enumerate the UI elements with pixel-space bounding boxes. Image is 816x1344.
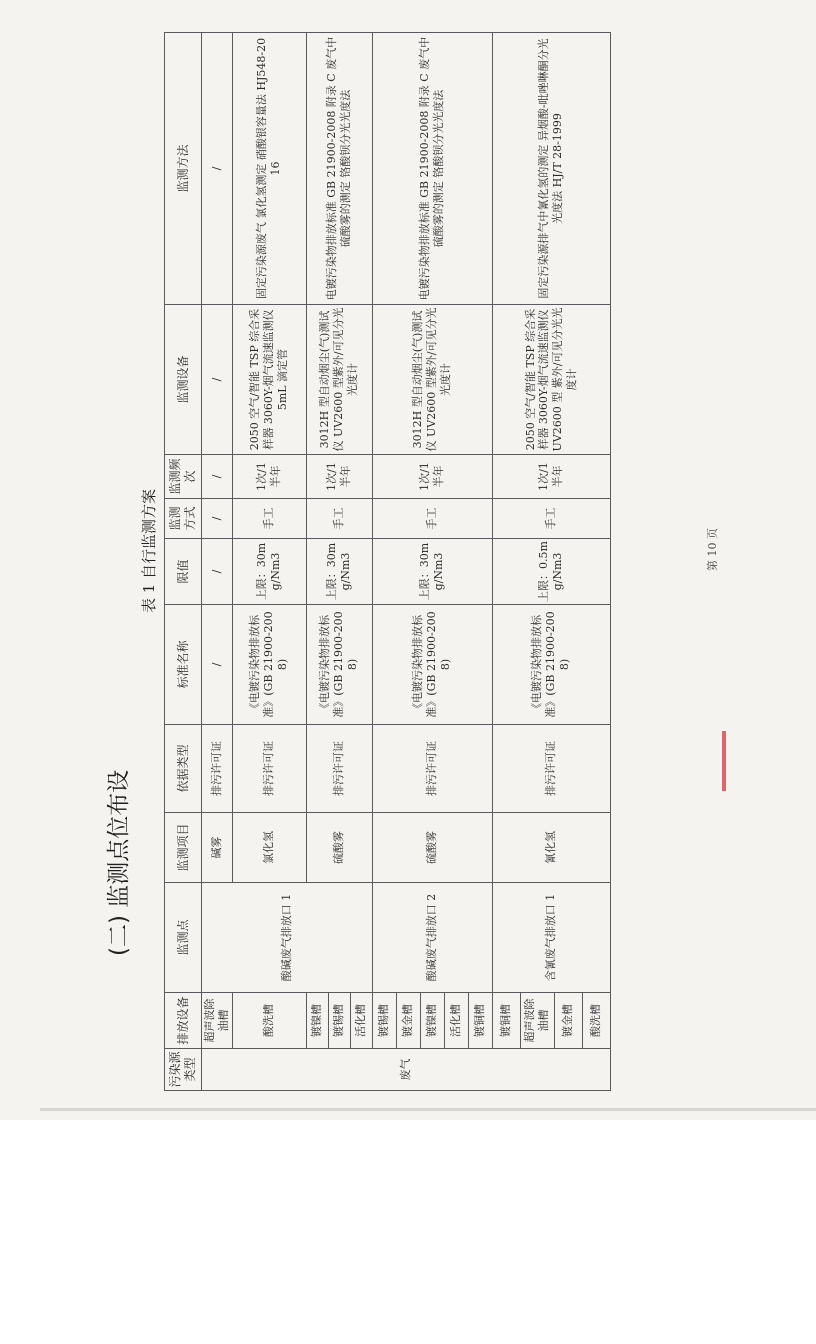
limit-cell: 上限：30mg/Nm3 bbox=[306, 539, 372, 605]
header-cell: 监测频次 bbox=[165, 455, 202, 499]
basis-cell: 排污许可证 bbox=[306, 725, 372, 813]
header-cell: 监测项目 bbox=[165, 813, 202, 883]
method-cell: 固定污染源废气 氯化氢测定 硝酸银容量法 HJ548-2016 bbox=[232, 33, 306, 305]
standard-cell: 《电镀污染物排放标准》(GB 21900-2008) bbox=[372, 605, 492, 725]
rotated-page-content bbox=[82, 11, 732, 1091]
mode-cell: 手工 bbox=[492, 499, 610, 539]
equipment-cell: 酸洗槽 bbox=[582, 993, 610, 1049]
equipment-cell: 酸洗槽 bbox=[232, 993, 306, 1049]
header-cell: 监测方式 bbox=[165, 499, 202, 539]
item-cell: 碱雾 bbox=[202, 813, 233, 883]
device-cell: 3012H 型自动烟尘(气)测试仪 UV2600 型紫外/可见分光光度计 bbox=[372, 305, 492, 455]
frequency-cell: 1次/1半年 bbox=[232, 455, 306, 499]
limit-cell: 上限：30mg/Nm3 bbox=[372, 539, 492, 605]
standard-cell: 《电镀污染物排放标准》(GB 21900-2008) bbox=[232, 605, 306, 725]
method-cell: / bbox=[202, 33, 233, 305]
mode-cell: 手工 bbox=[372, 499, 492, 539]
standard-cell: 《电镀污染物排放标准》(GB 21900-2008) bbox=[492, 605, 610, 725]
standard-cell: / bbox=[202, 605, 233, 725]
limit-cell: 上限：0.5mg/Nm3 bbox=[492, 539, 610, 605]
limit-cell: 上限：30mg/Nm3 bbox=[232, 539, 306, 605]
header-cell: 依据类型 bbox=[165, 725, 202, 813]
item-cell: 硫酸雾 bbox=[372, 813, 492, 883]
equipment-cell: 镀金槽 bbox=[554, 993, 582, 1049]
header-cell: 标准名称 bbox=[165, 605, 202, 725]
table-header-row bbox=[165, 33, 202, 1091]
standard-cell: 《电镀污染物排放标准》(GB 21900-2008) bbox=[306, 605, 372, 725]
equipment-cell: 活化槽 bbox=[444, 993, 468, 1049]
table-caption: 表 1 自行监测方案 bbox=[140, 488, 158, 614]
equipment-cell: 活化槽 bbox=[350, 993, 372, 1049]
page-edge-shadow bbox=[40, 1108, 816, 1111]
mode-cell: / bbox=[202, 499, 233, 539]
equipment-cell: 镀铜槽 bbox=[492, 993, 520, 1049]
header-cell: 监测点 bbox=[165, 883, 202, 993]
mode-cell: 手工 bbox=[306, 499, 372, 539]
mode-cell: 手工 bbox=[232, 499, 306, 539]
method-cell: 电镀污染物排放标准 GB 21900-2008 附录 C 废气中硫酸雾的测定 铬酸钡分光光度法 bbox=[306, 33, 372, 305]
monitoring-plan-table bbox=[164, 32, 611, 1091]
equipment-cell: 镀镍槽 bbox=[306, 993, 328, 1049]
header-cell: 监测设备 bbox=[165, 305, 202, 455]
frequency-cell: 1次/1半年 bbox=[372, 455, 492, 499]
equipment-cell: 超声波除油槽 bbox=[520, 993, 554, 1049]
monitoring-point-cell: 含氰废气排放口 1 bbox=[492, 883, 610, 993]
source-type-cell: 废气 bbox=[202, 1049, 611, 1091]
equipment-cell: 镀镍槽 bbox=[420, 993, 444, 1049]
header-cell: 排放设备 bbox=[165, 993, 202, 1049]
item-cell: 氯化氢 bbox=[232, 813, 306, 883]
table-row bbox=[492, 33, 520, 1091]
header-cell: 限值 bbox=[165, 539, 202, 605]
basis-cell: 排污许可证 bbox=[492, 725, 610, 813]
method-cell: 固定污染源排气中氰化氢的测定 异烟酸-吡唑啉酮分光光度法 HJ/T 28-1999 bbox=[492, 33, 610, 305]
device-cell: / bbox=[202, 305, 233, 455]
equipment-cell: 镀铜槽 bbox=[468, 993, 492, 1049]
monitoring-point-cell: 酸碱废气排放口 2 bbox=[372, 883, 492, 993]
table-row bbox=[202, 33, 233, 1091]
frequency-cell: / bbox=[202, 455, 233, 499]
equipment-cell: 镀锡槽 bbox=[372, 993, 396, 1049]
equipment-cell: 超声波除油槽 bbox=[202, 993, 233, 1049]
device-cell: 2050 空气/智能 TSP 综合采样器 3060Y-烟气流速监测仪 5mL 滴定管 bbox=[232, 305, 306, 455]
section-heading: (二) 监测点位布设 bbox=[106, 769, 132, 956]
frequency-cell: 1次/1半年 bbox=[306, 455, 372, 499]
item-cell: 硫酸雾 bbox=[306, 813, 372, 883]
equipment-cell: 镀金槽 bbox=[396, 993, 420, 1049]
frequency-cell: 1次/1半年 bbox=[492, 455, 610, 499]
item-cell: 氰化氢 bbox=[492, 813, 610, 883]
header-cell: 污染源类型 bbox=[165, 1049, 202, 1091]
page-number: 第 10 页 bbox=[706, 528, 719, 571]
monitoring-point-cell: 酸碱废气排放口 1 bbox=[202, 883, 373, 993]
basis-cell: 排污许可证 bbox=[232, 725, 306, 813]
basis-cell: 排污许可证 bbox=[202, 725, 233, 813]
table-row bbox=[372, 33, 396, 1091]
limit-cell: / bbox=[202, 539, 233, 605]
device-cell: 2050 空气/智能 TSP 综合采样器 3060Y-烟气流速监测仪 UV2600 型 紫外/可见分光光度计 bbox=[492, 305, 610, 455]
method-cell: 电镀污染物排放标准 GB 21900-2008 附录 C 废气中硫酸雾的测定 铬酸钡分光光度法 bbox=[372, 33, 492, 305]
device-cell: 3012H 型自动烟尘(气)测试仪 UV2600 型紫外/可见分光光度计 bbox=[306, 305, 372, 455]
header-cell: 监测方法 bbox=[165, 33, 202, 305]
red-stamp-fragment bbox=[722, 731, 726, 791]
basis-cell: 排污许可证 bbox=[372, 725, 492, 813]
equipment-cell: 镀锡槽 bbox=[328, 993, 350, 1049]
